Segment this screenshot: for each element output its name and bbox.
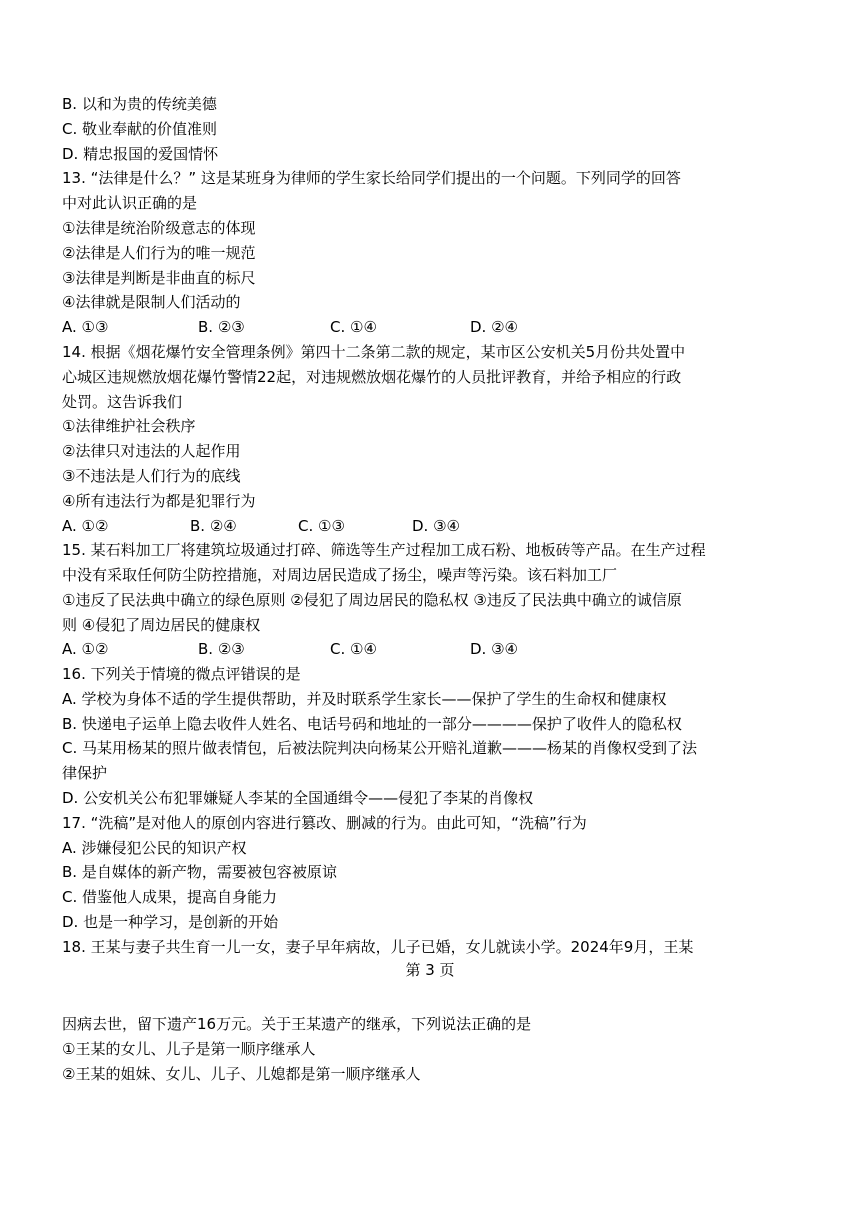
q13-item-4: ④法律就是限制人们活动的 (62, 293, 241, 311)
q15-option-a: A. ①② (62, 640, 109, 658)
q14-stem-line2: 心城区违规燃放烟花爆竹警情22起，对违规燃放烟花爆竹的人员批评教育，并给予相应的行政 (62, 368, 682, 386)
q18-stem-line1: 18. 王某与妻子共生育一儿一女，妻子早年病故，儿子已婚，女儿就读小学。2024年9月，王某 (62, 938, 694, 956)
q16-option-b: B. 快递电子运单上隐去收件人姓名、电话号码和地址的一部分————保护了收件人的隐私权 (62, 715, 682, 733)
q14-option-b: B. ②④ (190, 517, 237, 535)
q13-option-c: C. ①④ (330, 318, 377, 336)
q17-option-d: D. 也是一种学习，是创新的开始 (62, 913, 279, 931)
q13-stem-line1: 13. “法律是什么？” 这是某班身为律师的学生家长给同学们提出的一个问题。下列同学的回答 (62, 169, 681, 187)
q15-stem-line2: 中没有采取任何防尘防控措施，对周边居民造成了扬尘，噪声等污染。该石料加工厂 (62, 566, 618, 584)
q14-option-a: A. ①② (62, 517, 109, 535)
q18-item-1: ①王某的女儿、儿子是第一顺序继承人 (62, 1040, 316, 1058)
q15-option-d: D. ③④ (470, 640, 518, 658)
q14-item-2: ②法律只对违法的人起作用 (62, 442, 241, 460)
q16-stem: 16. 下列关于情境的微点评错误的是 (62, 665, 301, 683)
q15-option-c: C. ①④ (330, 640, 377, 658)
q17-option-a: A. 涉嫌侵犯公民的知识产权 (62, 839, 247, 857)
q18-item-2: ②王某的姐妹、女儿、儿子、儿媳都是第一顺序继承人 (62, 1065, 421, 1083)
q17-stem: 17. “洗稿”是对他人的原创内容进行篡改、删减的行为。由此可知，“洗稿”行为 (62, 814, 587, 832)
q15-option-b: B. ②③ (198, 640, 245, 658)
q12-option-b: B. 以和为贵的传统美德 (62, 95, 217, 113)
q13-stem-line2: 中对此认识正确的是 (62, 194, 198, 212)
q13-item-3: ③法律是判断是非曲直的标尺 (62, 269, 256, 287)
q13-option-b: B. ②③ (198, 318, 245, 336)
q15-items-line2: 则 ④侵犯了周边居民的健康权 (62, 616, 261, 634)
q13-item-1: ①法律是统治阶级意志的体现 (62, 219, 256, 237)
q16-option-c-line2: 律保护 (62, 764, 108, 782)
q16-option-a: A. 学校为身体不适的学生提供帮助，并及时联系学生家长——保护了学生的生命权和健康权 (62, 690, 667, 708)
q12-option-c: C. 敬业奉献的价值准则 (62, 120, 218, 138)
q16-option-d: D. 公安机关公布犯罪嫌疑人李某的全国通缉令——侵犯了李某的肖像权 (62, 789, 534, 807)
q14-stem-line1: 14. 根据《烟花爆竹安全管理条例》第四十二条第二款的规定，某市区公安机关5月份共处置中 (62, 343, 686, 361)
q13-option-a: A. ①③ (62, 318, 109, 336)
q15-items-line1: ①违反了民法典中确立的绿色原则 ②侵犯了周边居民的隐私权 ③违反了民法典中确立的诚信原 (62, 591, 682, 609)
q16-option-c-line1: C. 马某用杨某的照片做表情包，后被法院判决向杨某公开赔礼道歉———杨某的肖像权受到了法 (62, 739, 698, 757)
page-number: 第 3 页 (405, 961, 455, 979)
q14-item-3: ③不违法是人们行为的底线 (62, 467, 241, 485)
q14-option-d: D. ③④ (412, 517, 460, 535)
q14-stem-line3: 处罚。这告诉我们 (62, 393, 183, 411)
q17-option-c: C. 借鉴他人成果，提高自身能力 (62, 888, 278, 906)
q14-option-c: C. ①③ (298, 517, 345, 535)
q15-stem-line1: 15. 某石料加工厂将建筑垃圾通过打碎、筛选等生产过程加工成石粉、地板砖等产品。在生产过程 (62, 541, 706, 559)
q13-option-d: D. ②④ (470, 318, 518, 336)
q14-item-4: ④所有违法行为都是犯罪行为 (62, 492, 256, 510)
q14-item-1: ①法律维护社会秩序 (62, 417, 196, 435)
q17-option-b: B. 是自媒体的新产物，需要被包容被原谅 (62, 863, 337, 881)
q12-option-d: D. 精忠报国的爱国情怀 (62, 145, 219, 163)
q13-item-2: ②法律是人们行为的唯一规范 (62, 244, 256, 262)
q18-stem-line2: 因病去世，留下遗产16万元。关于王某遗产的继承，下列说法正确的是 (62, 1015, 532, 1033)
